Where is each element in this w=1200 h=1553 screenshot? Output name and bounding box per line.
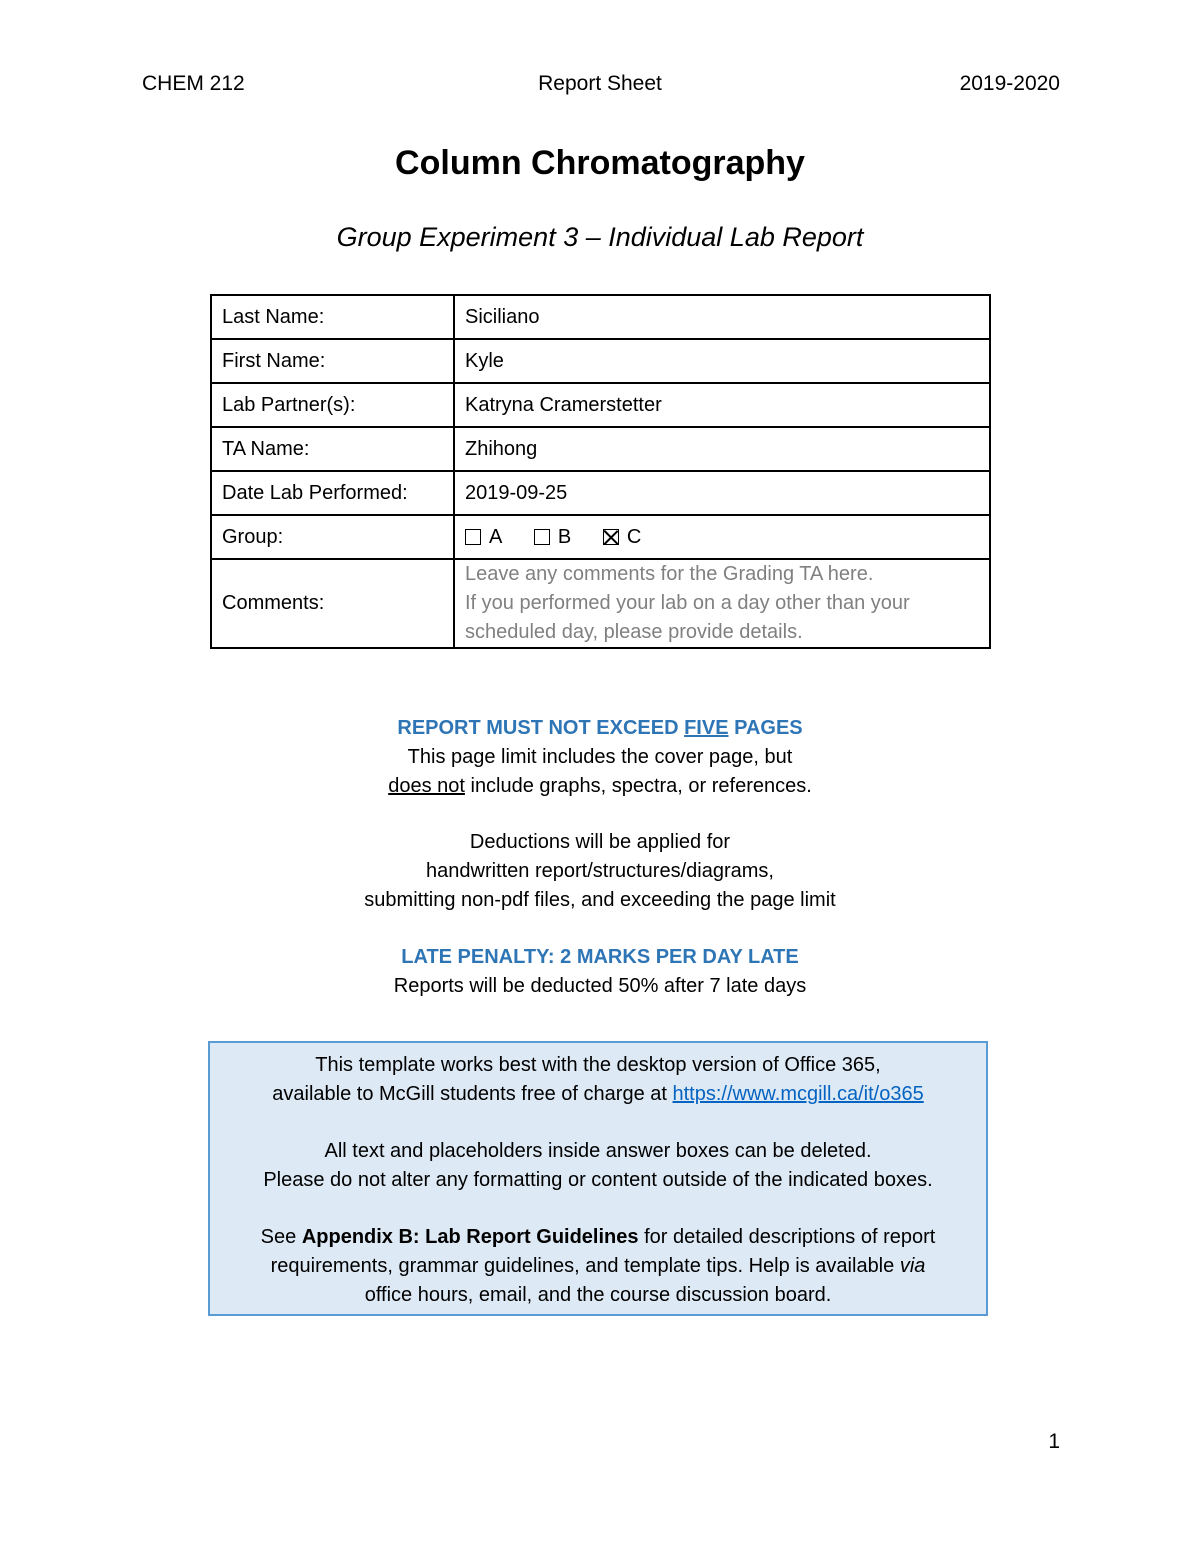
page-limit-text: include graphs, spectra, or references. bbox=[464, 775, 812, 797]
group-option-c-label: C bbox=[626, 525, 642, 548]
group-label: Group: bbox=[211, 515, 454, 559]
page-limit-heading-emphasis: FIVE bbox=[684, 717, 729, 739]
partner-label: Lab Partner(s): bbox=[211, 383, 454, 427]
date-field[interactable]: 2019-09-25 bbox=[454, 471, 990, 515]
first-name-label: First Name: bbox=[211, 339, 454, 383]
partner-field[interactable]: Katryna Cramerstetter bbox=[454, 383, 990, 427]
notice-line: This template works best with the desktop version of Office 365, bbox=[315, 1054, 881, 1076]
notice-line bbox=[210, 1252, 986, 1281]
checkbox-icon[interactable] bbox=[465, 529, 481, 545]
comments-placeholder-line: scheduled day, please provide details. bbox=[465, 621, 803, 643]
late-penalty-line: Reports will be deducted 50% after 7 late days bbox=[393, 975, 807, 997]
deductions-line: submitting non-pdf files, and exceeding the page limit bbox=[364, 889, 836, 911]
page-limit-section bbox=[0, 714, 1200, 801]
header-doc-type: Report Sheet bbox=[538, 72, 662, 95]
late-penalty-heading: LATE PENALTY: 2 MARKS PER DAY LATE bbox=[401, 946, 799, 968]
notice-line: office hours, email, and the course discussion board. bbox=[364, 1284, 832, 1306]
deductions-section bbox=[0, 828, 1200, 915]
table-row bbox=[211, 559, 990, 648]
comments-label: Comments: bbox=[211, 559, 454, 648]
checkbox-icon[interactable] bbox=[534, 529, 550, 545]
header-year: 2019-2020 bbox=[959, 72, 1060, 95]
page-limit-heading-text: PAGES bbox=[728, 717, 803, 739]
checked-checkbox-icon[interactable] bbox=[603, 529, 619, 545]
group-option-a-label: A bbox=[489, 525, 503, 548]
comments-placeholder-line: Leave any comments for the Grading TA here. bbox=[465, 563, 874, 585]
document-title: Column Chromatography bbox=[395, 144, 805, 182]
table-row bbox=[211, 471, 990, 515]
template-notice-box bbox=[208, 1041, 988, 1316]
comments-placeholder-line: If you performed your lab on a day other than your bbox=[465, 592, 910, 614]
page-limit-line bbox=[0, 772, 1200, 801]
notice-text: available to McGill students free of charge at bbox=[272, 1083, 673, 1105]
deductions-line: handwritten report/structures/diagrams, bbox=[426, 860, 774, 882]
document-subtitle: Group Experiment 3 – Individual Lab Report bbox=[336, 222, 864, 252]
notice-line: All text and placeholders inside answer boxes can be deleted. bbox=[324, 1140, 872, 1162]
ta-name-label: TA Name: bbox=[211, 427, 454, 471]
table-row bbox=[211, 427, 990, 471]
group-options bbox=[454, 515, 990, 559]
table-row bbox=[211, 339, 990, 383]
table-row bbox=[211, 383, 990, 427]
group-option-b-label: B bbox=[557, 525, 572, 548]
page-limit-heading bbox=[0, 714, 1200, 743]
notice-line: Please do not alter any formatting or content outside of the indicated boxes. bbox=[263, 1169, 933, 1191]
group-option-a[interactable] bbox=[465, 526, 502, 548]
page-limit-heading-text: REPORT MUST NOT EXCEED bbox=[397, 717, 685, 739]
notice-line bbox=[210, 1223, 986, 1252]
appendix-reference: Appendix B: Lab Report Guidelines bbox=[301, 1226, 639, 1248]
last-name-label: Last Name: bbox=[211, 295, 454, 339]
group-option-b[interactable] bbox=[534, 526, 571, 548]
ta-name-field[interactable]: Zhihong bbox=[454, 427, 990, 471]
page-limit-emphasis: does not bbox=[388, 775, 465, 797]
notice-text: for detailed descriptions of report bbox=[638, 1226, 936, 1248]
notice-text: See bbox=[260, 1226, 302, 1248]
header-course: CHEM 212 bbox=[142, 72, 245, 95]
last-name-field[interactable]: Siciliano bbox=[454, 295, 990, 339]
comments-field[interactable] bbox=[454, 559, 990, 648]
page-limit-line: This page limit includes the cover page, but bbox=[407, 746, 793, 768]
group-option-c[interactable] bbox=[603, 526, 641, 548]
first-name-field[interactable]: Kyle bbox=[454, 339, 990, 383]
table-row bbox=[211, 515, 990, 559]
table-row bbox=[211, 295, 990, 339]
notice-line bbox=[210, 1080, 986, 1109]
date-label: Date Lab Performed: bbox=[211, 471, 454, 515]
notice-text: requirements, grammar guidelines, and template tips. Help is available bbox=[270, 1255, 900, 1277]
office365-link[interactable]: https://www.mcgill.ca/it/o365 bbox=[672, 1083, 924, 1105]
deductions-line: Deductions will be applied for bbox=[469, 831, 731, 853]
student-info-table bbox=[210, 294, 991, 649]
notice-emphasis: via bbox=[899, 1255, 926, 1277]
late-penalty-section bbox=[0, 943, 1200, 1001]
page-number: 1 bbox=[1048, 1430, 1060, 1453]
